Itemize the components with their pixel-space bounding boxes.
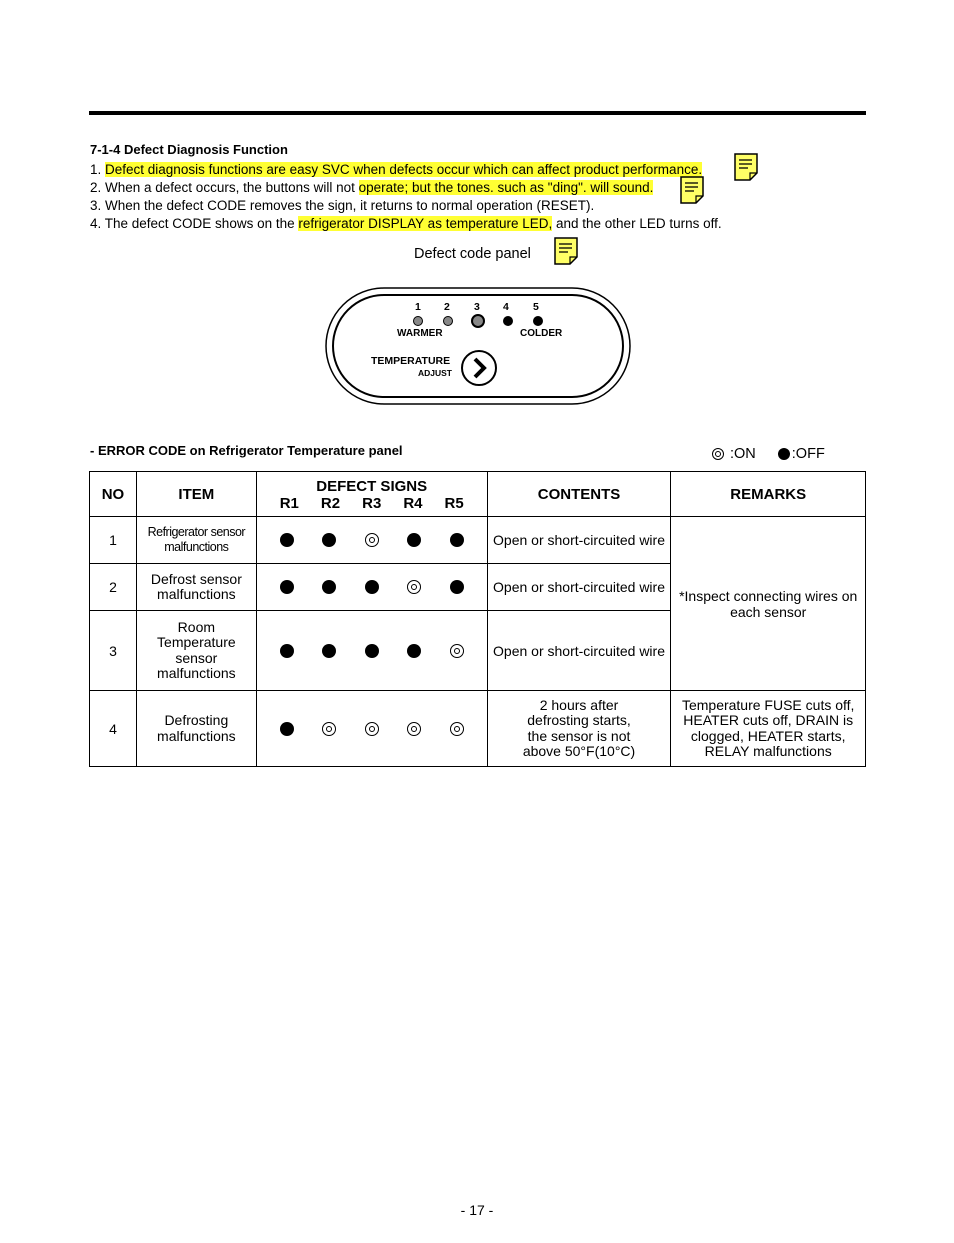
adjust-label: ADJUST xyxy=(418,368,453,378)
row-no: 2 xyxy=(90,564,137,611)
list-item: 4. The defect CODE shows on the refrigerator DISPLAY as temperature LED, and the other LED turns off. xyxy=(90,216,722,231)
header-r1: R1 xyxy=(279,495,299,512)
highlighted-text: operate; but the tones. such as "ding". will sound. xyxy=(358,180,654,195)
temperature-adjust-button[interactable] xyxy=(460,349,498,387)
led-off-icon xyxy=(407,644,421,658)
highlighted-text: refrigerator DISPLAY as temperature LED, xyxy=(298,216,553,231)
row-contents: Open or short-circuited wire xyxy=(487,611,671,691)
panel-label: Defect code panel xyxy=(414,246,531,262)
row-signs xyxy=(256,517,487,564)
led-off-icon xyxy=(407,533,421,547)
row-item: Room Temperature sensor malfunctions xyxy=(136,611,256,691)
page-number: - 17 - xyxy=(460,1202,494,1218)
list-item: 1. Defect diagnosis functions are easy SVC when defects occur which can affect product performance. xyxy=(90,162,703,177)
table-row xyxy=(90,517,866,564)
legend-off-label: :OFF xyxy=(791,446,825,462)
led-indicator xyxy=(471,314,485,328)
header-contents: CONTENTS xyxy=(487,472,671,517)
led-on-icon xyxy=(407,722,421,736)
led-off-icon xyxy=(280,533,294,547)
led-indicator xyxy=(443,316,453,326)
row-signs xyxy=(256,611,487,691)
led-off-icon xyxy=(322,644,336,658)
led-off-icon xyxy=(280,644,294,658)
row-no: 4 xyxy=(90,691,137,767)
led-indicator xyxy=(503,316,513,326)
error-code-title: - ERROR CODE on Refrigerator Temperature panel xyxy=(90,443,403,458)
led-number: 3 xyxy=(474,301,480,313)
led-off-icon xyxy=(280,722,294,736)
sticky-note-icon[interactable] xyxy=(734,153,758,181)
section-heading: 7-1-4 Defect Diagnosis Function xyxy=(90,142,288,157)
table-row xyxy=(90,691,866,767)
led-off-icon xyxy=(365,580,379,594)
table-header-row xyxy=(90,472,866,517)
led-on-icon xyxy=(450,722,464,736)
row-item: Defrost sensor malfunctions xyxy=(136,564,256,611)
on-symbol-icon xyxy=(712,448,724,460)
row-contents: 2 hours after defrosting starts, the sensor is not above 50°F(10°C) xyxy=(487,691,671,767)
error-code-table xyxy=(89,471,866,767)
legend-on-label: :ON xyxy=(730,446,756,462)
header-item: ITEM xyxy=(136,472,256,517)
temperature-label: TEMPERATURE xyxy=(371,355,451,367)
header-no: NO xyxy=(90,472,137,517)
led-off-icon xyxy=(280,580,294,594)
row-item: Defrosting malfunctions xyxy=(136,691,256,767)
header-r5: R5 xyxy=(444,495,464,512)
instruction-list xyxy=(90,161,722,233)
row-contents: Open or short-circuited wire xyxy=(487,564,671,611)
off-symbol-icon xyxy=(778,448,790,460)
header-remarks: REMARKS xyxy=(671,472,866,517)
row-no: 3 xyxy=(90,611,137,691)
header-defect-signs: DEFECT SIGNS R1 R2 R3 R4 R5 xyxy=(256,472,487,517)
shared-remark: *Inspect connecting wires on each sensor xyxy=(671,517,866,691)
led-number: 5 xyxy=(533,301,539,313)
highlighted-text: Defect diagnosis functions are easy SVC when defects occur which can affect product performance. xyxy=(105,162,703,177)
list-item: 3. When the defect CODE removes the sign, it returns to normal operation (RESET). xyxy=(90,198,595,213)
led-number: 2 xyxy=(444,301,450,313)
led-indicator xyxy=(533,316,543,326)
top-rule xyxy=(89,111,866,115)
row-no: 1 xyxy=(90,517,137,564)
sticky-note-icon[interactable] xyxy=(554,237,578,265)
legend xyxy=(712,446,825,462)
led-off-icon xyxy=(322,580,336,594)
led-on-icon xyxy=(450,644,464,658)
row-signs xyxy=(256,691,487,767)
header-r4: R4 xyxy=(403,495,423,512)
header-r3: R3 xyxy=(362,495,382,512)
sticky-note-icon[interactable] xyxy=(680,176,704,204)
list-item: 2. When a defect occurs, the buttons will not operate; but the tones. such as "ding". will sound. xyxy=(90,180,654,195)
led-on-icon xyxy=(322,722,336,736)
led-number: 4 xyxy=(503,301,509,313)
led-on-icon xyxy=(365,722,379,736)
led-off-icon xyxy=(365,644,379,658)
led-indicator xyxy=(413,316,423,326)
led-number: 1 xyxy=(415,301,421,313)
led-off-icon xyxy=(450,533,464,547)
led-on-icon xyxy=(407,580,421,594)
defect-code-panel xyxy=(325,287,631,405)
row-contents: Open or short-circuited wire xyxy=(487,517,671,564)
led-off-icon xyxy=(450,580,464,594)
row-signs xyxy=(256,564,487,611)
led-off-icon xyxy=(322,533,336,547)
warmer-label: WARMER xyxy=(397,328,443,339)
row-remarks: Temperature FUSE cuts off, HEATER cuts off, DRAIN is clogged, HEATER starts, RELAY malfunctions xyxy=(671,691,866,767)
row-item: Refrigerator sensor malfunctions xyxy=(136,517,256,564)
colder-label: COLDER xyxy=(520,328,563,339)
header-r2: R2 xyxy=(320,495,341,512)
led-on-icon xyxy=(365,533,379,547)
